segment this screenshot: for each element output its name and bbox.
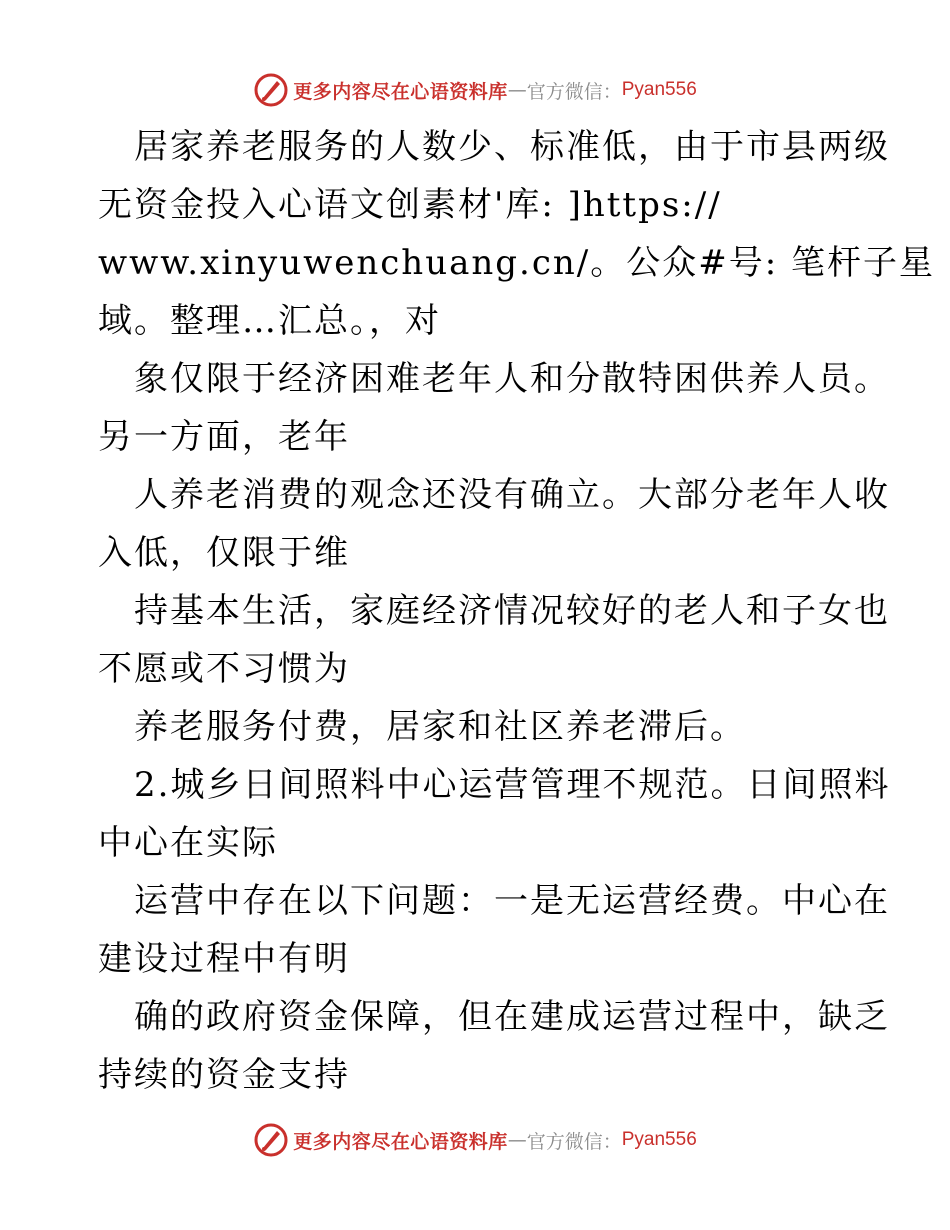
text-line: 持基本生活，家庭经济情况较好的老人和子女也 <box>134 591 890 631</box>
text-line: 持续的资金支持 <box>98 1055 350 1095</box>
text-line: www.xinyuwenchuang.cn/。公众#号: 笔杆子星 <box>98 243 935 283</box>
header-watermark <box>0 70 950 110</box>
text-line: 居家养老服务的人数少、标准低，由于市县两级 <box>134 127 890 167</box>
watermark-dash: — <box>507 1129 527 1151</box>
text-line: 入低，仅限于维 <box>98 533 350 573</box>
text-line: 2.城乡日间照料中心运营管理不规范。日间照料 <box>134 765 891 805</box>
text-line: 运营中存在以下问题：一是无运营经费。中心在 <box>134 881 890 921</box>
text-line: 无资金投入心语文创素材'库: ]https:// <box>98 185 722 225</box>
footer-watermark <box>0 1120 950 1160</box>
document-body <box>98 118 935 1104</box>
quill-seal-icon <box>253 72 289 108</box>
text-line: 建设过程中有明 <box>98 939 350 979</box>
quill-seal-icon <box>253 1122 289 1158</box>
watermark-sub-text: 官方微信： <box>526 80 622 103</box>
text-line: 人养老消费的观念还没有确立。大部分老年人收 <box>134 475 890 515</box>
text-line: 养老服务付费，居家和社区养老滞后。 <box>134 707 746 747</box>
watermark-main-text: 更多内容尽在心语资料库 <box>293 80 508 103</box>
text-line: 域。整理…汇总。，对 <box>98 301 441 341</box>
watermark-handle: Pyan556 <box>621 79 697 100</box>
text-line: 中心在实际 <box>98 823 278 863</box>
text-line: 不愿或不习惯为 <box>98 649 350 689</box>
text-line: 确的政府资金保障，但在建成运营过程中，缺乏 <box>134 997 890 1037</box>
watermark-handle: Pyan556 <box>621 1129 697 1150</box>
text-line: 象仅限于经济困难老年人和分散特困供养人员。 <box>134 359 890 399</box>
watermark-sub-text: 官方微信： <box>526 1130 622 1153</box>
watermark-main-text: 更多内容尽在心语资料库 <box>293 1130 508 1153</box>
text-line: 另一方面，老年 <box>98 417 350 457</box>
watermark-dash: — <box>507 79 527 101</box>
